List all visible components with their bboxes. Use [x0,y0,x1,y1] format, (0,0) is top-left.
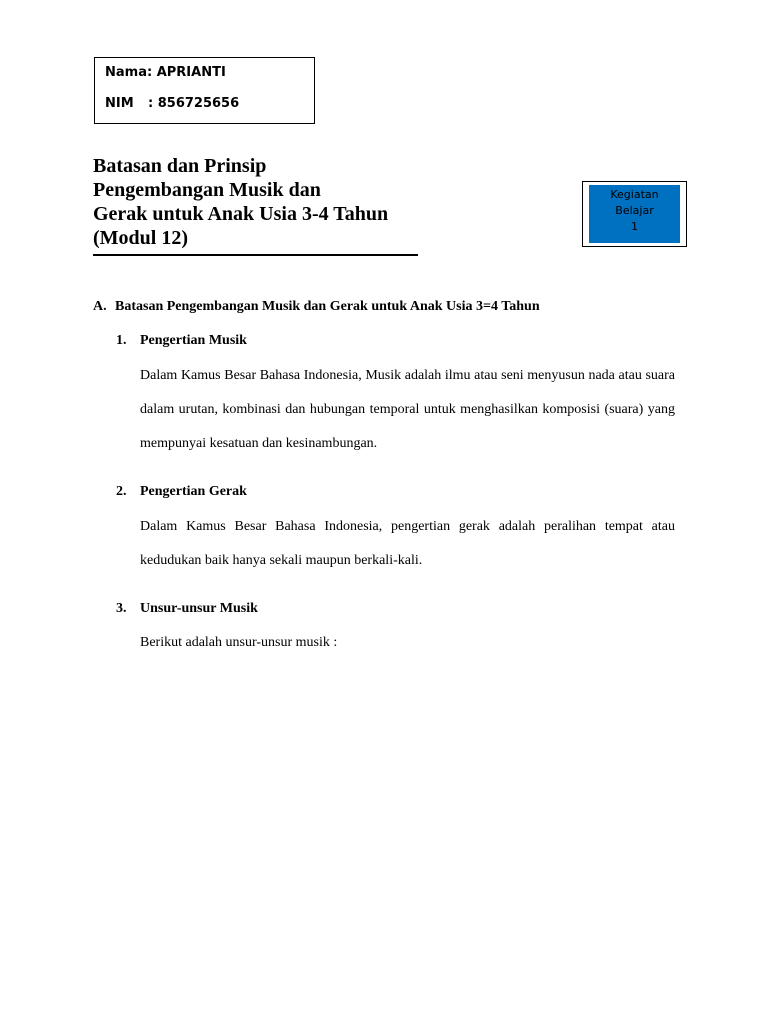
item-heading-pengertian-gerak [116,484,247,500]
student-name-line [105,65,226,80]
paragraph-unsur-musik: Berikut adalah unsur-unsur musik : [140,635,338,650]
activity-badge-frame [582,181,687,247]
document-title [93,154,423,250]
item-title: Unsur-unsur Musik [140,601,258,616]
item-number: 2. [116,484,127,499]
name-value: : APRIANTI [146,65,226,80]
item-number: 3. [116,601,127,616]
title-line: Gerak untuk Anak Usia 3-4 Tahun [93,203,389,225]
activity-badge [589,185,680,243]
badge-line: Belajar [615,204,654,217]
title-line: (Modul 12) [93,227,188,249]
item-title: Pengertian Gerak [140,484,247,499]
section-title: Batasan Pengembangan Musik dan Gerak untuk Anak Usia 3=4 Tahun [115,299,540,314]
paragraph-pengertian-musik: Dalam Kamus Besar Bahasa Indonesia, Musik adalah ilmu atau seni menyusun nada atau suara dalam urutan, kombinasi dan hubungan temporal untuk menghasilkan komposisi (suara) yang mempunyai kesatuan dan kesinambungan. [140,368,675,451]
student-identity-box [94,57,315,124]
item-heading-unsur-musik [116,601,258,617]
badge-line: Kegiatan [610,188,659,201]
nim-value: : 856725656 [148,96,240,111]
item-heading-pengertian-musik [116,333,247,349]
item-number: 1. [116,333,127,348]
title-line: Batasan dan Prinsip [93,155,267,177]
student-nim-line [105,96,239,111]
section-marker: A. [93,299,107,314]
section-a-heading [93,299,540,315]
title-line: Pengembangan Musik dan [93,179,321,201]
item-title: Pengertian Musik [140,333,247,348]
paragraph-pengertian-gerak: Dalam Kamus Besar Bahasa Indonesia, pengertian gerak adalah peralihan tempat atau kedudukan baik hanya sekali maupun berkali-kali. [140,519,675,568]
nim-label: NIM [105,96,134,111]
name-label: Nama [105,65,147,80]
title-underline [93,254,418,256]
badge-line: 1 [631,220,638,233]
